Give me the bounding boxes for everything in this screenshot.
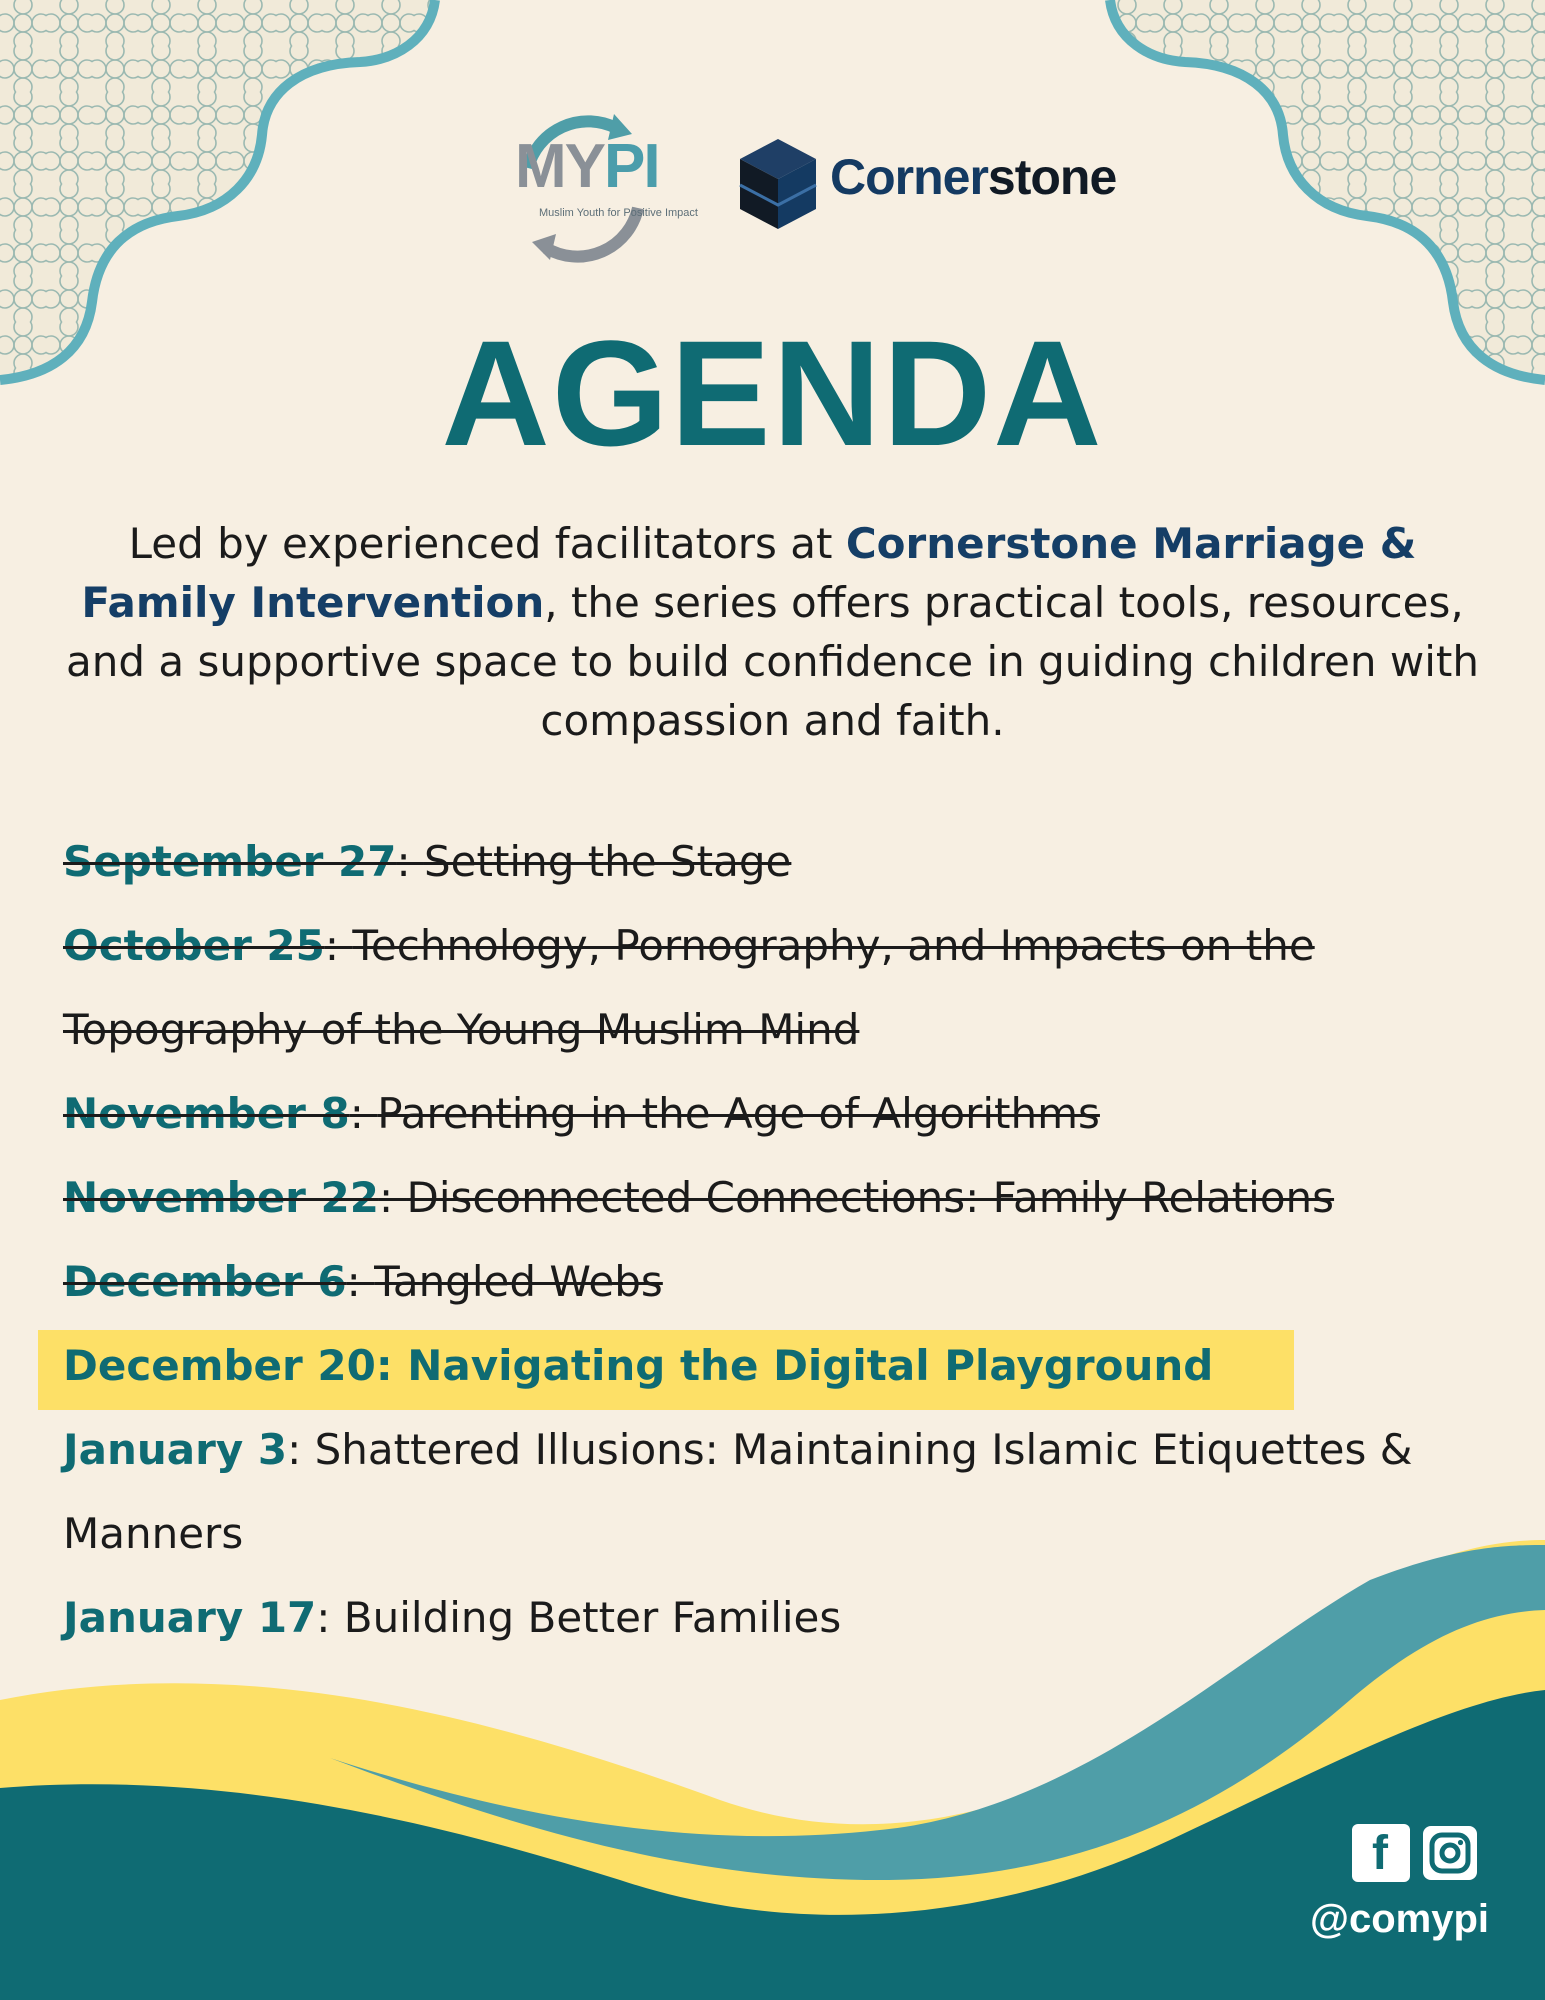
social-handle[interactable]: @comypi	[1310, 1897, 1490, 1941]
intro-paragraph	[60, 514, 1485, 750]
agenda-topic: Shattered Illusions: Maintaining Islamic Etiquettes & Manners	[63, 1425, 1413, 1558]
mypi-tagline: Muslim Youth for Positive Impact	[539, 207, 698, 219]
agenda-topic: Building Better Families	[343, 1593, 842, 1642]
agenda-item: November 22: Disconnected Connections: Family Relations	[63, 1173, 1335, 1222]
agenda-item: January 3: Shattered Illusions: Maintaining Islamic Etiquettes & Manners	[63, 1425, 1413, 1558]
cornerstone-wordmark: Cornerstone	[830, 149, 1117, 205]
agenda-date: December 6	[63, 1257, 347, 1306]
agenda-topic: Technology, Pornography, and Impacts on the Topography of the Young Muslim Mind	[63, 921, 1315, 1054]
agenda-date: January 17	[63, 1593, 317, 1642]
agenda-item: December 6: Tangled Webs	[63, 1257, 663, 1306]
agenda-date: October 25	[63, 921, 325, 970]
instagram-icon[interactable]	[1421, 1824, 1479, 1882]
agenda-item-current: December 20: Navigating the Digital Playground	[0, 1324, 1545, 1408]
agenda-date: November 22	[63, 1173, 379, 1222]
agenda-topic: Disconnected Connections: Family Relations	[406, 1173, 1335, 1222]
intro-lead: Led by experienced facilitators at	[128, 519, 846, 568]
agenda-topic: Parenting in the Age of Algorithms	[377, 1089, 1100, 1138]
agenda-item: January 17: Building Better Families	[63, 1593, 842, 1642]
mypi-wordmark: MYPI	[515, 132, 659, 201]
agenda-item: October 25: Technology, Pornography, and Impacts on the Topography of the Young Muslim Mind	[63, 921, 1315, 1054]
agenda-topic: Navigating the Digital Playground	[407, 1341, 1214, 1390]
agenda-item: September 27: Setting the Stage	[63, 837, 792, 886]
facebook-icon[interactable]: f	[1352, 1824, 1410, 1882]
logo-row	[0, 100, 1545, 280]
cornerstone-cube-icon	[738, 137, 818, 231]
agenda-date: November 8	[63, 1089, 350, 1138]
intro-organization: Cornerstone Marriage & Family Intervention	[81, 519, 1417, 627]
agenda-item: November 8: Parenting in the Age of Algorithms	[63, 1089, 1100, 1138]
agenda-topic: Setting the Stage	[423, 837, 792, 886]
intro-rest: , the series offers practical tools, resources, and a supportive space to build confidence in guiding children with compassion and faith.	[66, 578, 1479, 745]
agenda-date: December 20	[63, 1341, 376, 1390]
agenda-list	[0, 820, 1545, 1660]
agenda-date: January 3	[63, 1425, 288, 1474]
agenda-topic: Tangled Webs	[374, 1257, 663, 1306]
agenda-date: September 27	[63, 837, 397, 886]
page-title: AGENDA	[441, 309, 1104, 477]
